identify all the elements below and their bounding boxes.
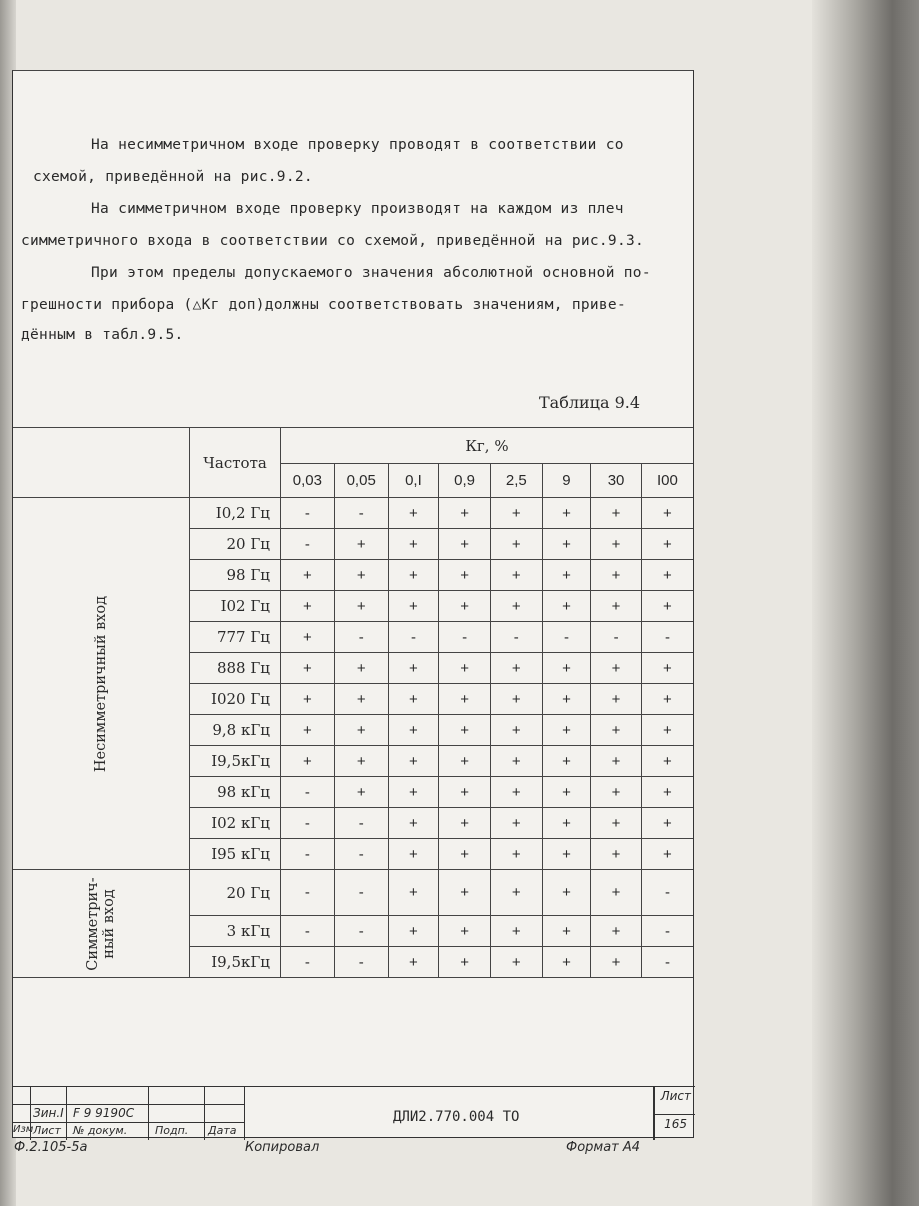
result-cell: + (439, 870, 491, 916)
result-cell: + (388, 498, 439, 529)
result-cell: + (542, 715, 591, 746)
result-cell: + (542, 684, 591, 715)
handwritten-doc: F 9 9190C (73, 1106, 135, 1120)
label-sign: Подп. (155, 1124, 189, 1137)
result-cell: + (439, 498, 491, 529)
kg-value-5: 9 (542, 464, 591, 498)
result-cell: + (542, 777, 591, 808)
document-code: ДЛИ2.770.004 ТО (393, 1109, 520, 1125)
result-cell: + (490, 947, 542, 978)
kg-value-2: 0,I (388, 464, 439, 498)
result-cell: + (490, 715, 542, 746)
result-cell: + (439, 916, 491, 947)
result-cell: + (439, 591, 491, 622)
frequency-cell: 888 Гц (190, 653, 281, 684)
result-cell: + (490, 684, 542, 715)
result-cell: + (591, 653, 642, 684)
result-cell: - (334, 947, 388, 978)
result-cell: + (591, 947, 642, 978)
paragraph-3-line-1: При этом пределы допускаемого значения абсолютной основной по- (91, 265, 651, 281)
frequency-cell: 3 кГц (190, 916, 281, 947)
result-cell: + (591, 684, 642, 715)
result-cell: - (641, 622, 693, 653)
group-label-text: Несимметричный вход (93, 595, 110, 772)
result-cell: - (280, 777, 334, 808)
result-cell: + (388, 870, 439, 916)
frequency-cell: 98 кГц (190, 777, 281, 808)
result-cell: + (591, 498, 642, 529)
frequency-cell: I02 Гц (190, 591, 281, 622)
result-cell: + (641, 839, 693, 870)
result-cell: + (490, 808, 542, 839)
paragraph-2-line-2: симметричного входа в соответствии со схемой, приведённой на рис.9.3. (21, 233, 645, 249)
result-cell: + (641, 746, 693, 777)
frequency-cell: I020 Гц (190, 684, 281, 715)
group-label-0 (13, 498, 190, 870)
result-cell: + (334, 529, 388, 560)
kg-value-3: 0,9 (439, 464, 491, 498)
label-doc-num: № докум. (73, 1124, 128, 1137)
result-cell: + (591, 746, 642, 777)
stamp-sheet-divider (653, 1114, 695, 1115)
result-cell: + (439, 808, 491, 839)
result-cell: + (641, 591, 693, 622)
paragraph-1-line-2: схемой, приведённой на рис.9.2. (33, 169, 313, 185)
paragraph-3-line-2: грешности прибора (△Кг доп)должны соответствовать значениям, приве- (21, 297, 626, 313)
paper-format: Формат А4 (566, 1140, 641, 1155)
result-cell: + (388, 715, 439, 746)
result-cell: + (542, 808, 591, 839)
label-date: Дата (208, 1124, 237, 1137)
result-cell: + (542, 916, 591, 947)
kg-header: Кг, % (280, 428, 693, 464)
title-block (13, 1086, 695, 1140)
result-cell: - (641, 916, 693, 947)
result-cell: - (280, 870, 334, 916)
result-cell: + (490, 653, 542, 684)
result-cell: + (280, 560, 334, 591)
result-cell: + (542, 529, 591, 560)
result-cell: + (334, 684, 388, 715)
kg-value-0: 0,03 (280, 464, 334, 498)
handwritten-inv: Зин.I (33, 1106, 64, 1120)
result-cell: - (280, 839, 334, 870)
result-cell: + (439, 947, 491, 978)
result-cell: + (591, 916, 642, 947)
result-cell: + (641, 808, 693, 839)
result-cell: + (388, 808, 439, 839)
result-cell: + (591, 777, 642, 808)
result-cell: + (334, 560, 388, 591)
result-cell: + (388, 560, 439, 591)
result-cell: + (490, 777, 542, 808)
result-cell: + (439, 684, 491, 715)
result-cell: - (542, 622, 591, 653)
result-cell: + (591, 715, 642, 746)
result-cell: + (641, 684, 693, 715)
result-cell: + (439, 777, 491, 808)
result-cell: + (542, 947, 591, 978)
result-cell: + (591, 529, 642, 560)
result-cell: + (439, 746, 491, 777)
result-cell: + (542, 839, 591, 870)
result-cell: + (490, 839, 542, 870)
result-cell: + (334, 653, 388, 684)
result-cell: + (388, 591, 439, 622)
paragraph-1-line-1: На несимметричном входе проверку проводят в соответствии со (91, 137, 624, 153)
table-row (13, 870, 693, 916)
result-cell: + (439, 715, 491, 746)
result-cell: + (490, 916, 542, 947)
result-cell: + (490, 591, 542, 622)
result-cell: + (334, 591, 388, 622)
paragraph-2-line-1: На симметричном входе проверку производят на каждом из плеч (91, 201, 624, 217)
result-cell: + (388, 947, 439, 978)
frequency-cell: 20 Гц (190, 870, 281, 916)
result-cell: - (641, 870, 693, 916)
result-cell: + (388, 777, 439, 808)
frequency-header: Частота (190, 428, 281, 498)
result-cell: + (388, 746, 439, 777)
result-cell: - (388, 622, 439, 653)
result-cell: - (439, 622, 491, 653)
result-cell: + (280, 746, 334, 777)
group-header-empty (13, 428, 190, 498)
frequency-cell: 20 Гц (190, 529, 281, 560)
group-label-line: Симметрич- (85, 876, 102, 971)
result-cell: + (280, 622, 334, 653)
result-cell: - (490, 622, 542, 653)
result-cell: + (542, 746, 591, 777)
result-cell: + (490, 529, 542, 560)
frequency-cell: I0,2 Гц (190, 498, 281, 529)
scan-shadow-right (812, 0, 919, 1206)
result-cell: + (490, 870, 542, 916)
result-cell: + (591, 808, 642, 839)
result-cell: + (542, 498, 591, 529)
result-cell: + (280, 653, 334, 684)
kg-value-4: 2,5 (490, 464, 542, 498)
result-cell: + (641, 653, 693, 684)
result-cell: + (439, 839, 491, 870)
table-row (13, 498, 693, 529)
result-cell: + (591, 870, 642, 916)
kg-value-1: 0,05 (334, 464, 388, 498)
paragraph-3-line-3: дённым в табл.9.5. (21, 327, 184, 343)
result-cell: + (280, 684, 334, 715)
result-cell: - (641, 947, 693, 978)
result-cell: + (388, 839, 439, 870)
result-cell: + (280, 591, 334, 622)
stamp-line-2 (13, 1122, 245, 1123)
result-cell: - (334, 916, 388, 947)
result-cell: + (280, 715, 334, 746)
result-cell: - (334, 839, 388, 870)
result-cell: - (280, 529, 334, 560)
copied-by: Копировал (245, 1140, 320, 1155)
result-cell: + (439, 560, 491, 591)
result-cell: - (280, 808, 334, 839)
result-cell: + (334, 746, 388, 777)
document-sheet (12, 70, 694, 1138)
frequency-cell: I95 кГц (190, 839, 281, 870)
result-cell: - (591, 622, 642, 653)
frequency-cell: I9,5кГц (190, 947, 281, 978)
result-cell: + (439, 529, 491, 560)
result-cell: + (334, 715, 388, 746)
kg-value-7: I00 (641, 464, 693, 498)
label-list: Лист (33, 1124, 61, 1137)
form-number: Ф.2.105-5а (14, 1140, 88, 1155)
kg-value-6: 30 (591, 464, 642, 498)
result-cell: + (388, 529, 439, 560)
result-cell: - (334, 498, 388, 529)
result-cell: + (542, 653, 591, 684)
sheet-label: Лист (660, 1089, 691, 1103)
stamp-line-1 (13, 1104, 245, 1105)
table-caption: Таблица 9.4 (539, 393, 641, 412)
frequency-cell: 9,8 кГц (190, 715, 281, 746)
frequency-cell: 98 Гц (190, 560, 281, 591)
result-cell: + (591, 560, 642, 591)
result-cell: + (388, 653, 439, 684)
result-cell: + (388, 684, 439, 715)
result-cell: + (542, 591, 591, 622)
result-cell: + (641, 498, 693, 529)
result-cell: - (334, 870, 388, 916)
result-cell: - (280, 498, 334, 529)
result-cell: + (439, 653, 491, 684)
sheet-number: 165 (664, 1117, 687, 1131)
result-cell: + (490, 746, 542, 777)
result-cell: + (591, 591, 642, 622)
result-cell: + (542, 870, 591, 916)
group-label-line: ный вход (101, 888, 118, 959)
frequency-cell: 777 Гц (190, 622, 281, 653)
group-label-1 (13, 870, 190, 978)
result-cell: + (388, 916, 439, 947)
result-cell: - (334, 622, 388, 653)
result-cell: + (490, 498, 542, 529)
result-cell: + (641, 560, 693, 591)
result-cell: + (641, 529, 693, 560)
result-cell: + (591, 839, 642, 870)
result-cell: - (280, 916, 334, 947)
result-cell: + (542, 560, 591, 591)
kg-test-table (13, 427, 693, 978)
label-izm: Изм (13, 1124, 34, 1135)
result-cell: + (641, 715, 693, 746)
result-cell: - (280, 947, 334, 978)
result-cell: - (334, 808, 388, 839)
result-cell: + (641, 777, 693, 808)
result-cell: + (334, 777, 388, 808)
result-cell: + (490, 560, 542, 591)
frequency-cell: I9,5кГц (190, 746, 281, 777)
frequency-cell: I02 кГц (190, 808, 281, 839)
